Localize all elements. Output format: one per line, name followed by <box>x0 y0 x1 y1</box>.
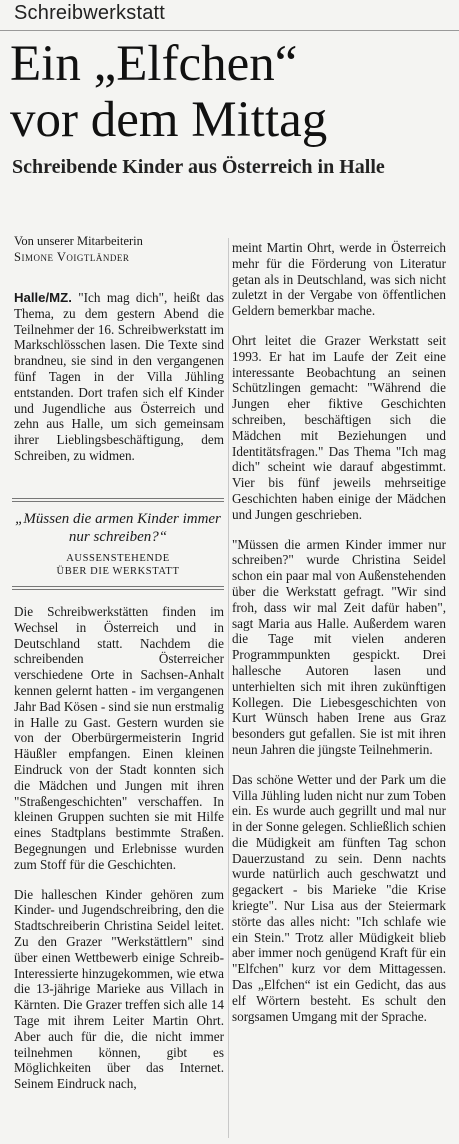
paragraph: "Müssen die armen Kinder immer nur schreiben?" wurde Christina Seidel schon ein paar mal von Außenstehenden über die Werkstatt gefragt. "Wir sind froh, dass wir mal Zeit dafür haben", sagt Maria aus Halle. Außerdem waren die Tage mit vielen anderen Programmpunkten gespickt. Drei hallesche Autoren lasen und unterhielten sich mit ihren zukünftigen Kollegen. Die Liebesgeschichten von Kurt Wünsch haben Irene aus Graz besonders gut gefallen. Sie ist mit ihren neun Jahren die jüngste Teilnehmerin. <box>232 536 446 757</box>
pull-quote-source <box>12 552 224 578</box>
rubric-divider <box>0 30 459 31</box>
headline <box>10 36 456 148</box>
pull-quote-source-line-2: ÜBER DIE WERKSTATT <box>56 566 180 577</box>
column-divider <box>228 238 229 1138</box>
lead-text: "Ich mag dich", heißt das Thema, zu dem gestern Abend die Teilnehmer der 16. Schreibwerkstatt im Markschlösschen lasen. Die Texte sind brandneu, sie sind in den vergangenen fünf Tagen in der Villa Jühling entstanden. Dort trafen sich elf Kinder und Jugendliche aus Österreich und zehn aus Halle, um sich gemeinsam ihrer Lieblingsbeschäftigung, dem Schreiben, zu widmen. <box>14 290 224 463</box>
dateline: Halle/MZ. <box>14 290 72 305</box>
column-2-body <box>232 240 446 1038</box>
headline-line-1: Ein „Elfchen“ <box>10 36 298 92</box>
subheadline: Schreibende Kinder aus Österreich in Halle <box>12 156 385 178</box>
paragraph: meint Martin Ohrt, werde in Österreich mehr für die Förderung von Literatur getan als in Deutschland, was sich nicht zuletzt in der Vergabe von öffentlichen Geldern bemerkbar mache. <box>232 240 446 319</box>
byline <box>14 233 224 265</box>
pull-quote-text: „Müssen die armen Kinder immer nur schreiben?“ <box>15 511 221 545</box>
pull-quote-bottom-rule <box>12 586 224 590</box>
paragraph: Das schöne Wetter und der Park um die Villa Jühling luden nicht nur zum Toben ein. Es wurde auch gegrillt und mal nur in der Sonne gelegen. Schließlich schien die Müdigkeit am fünften Tag schon Dauerzustand zu sein. Denn nachts wurde natürlich auch geschwatzt und gegackert - bis Marieke "die Krise kriegte". Nur Lisa aus der Steiermark störte das alles nicht: "Ich schlafe wie ein Stein." Trotz aller Müdigkeit blieb aber immer noch genügend Kraft für ein "Elfchen" kurz vor dem Mittagessen. Das „Elfchen“ ist ein Gedicht, das aus elf Wörtern besteht. Es schult den sorgsamen Umgang mit der Sprache. <box>232 771 446 1024</box>
pull-quote-top-rule <box>12 498 224 502</box>
headline-line-2: vor dem Mittag <box>10 92 328 148</box>
byline-prefix: Von unserer Mitarbeiterin <box>14 234 143 248</box>
pull-quote <box>12 498 224 590</box>
paragraph: Die halleschen Kinder gehören zum Kinder- und Jugendschreibring, den die Stadtschreiberin Christina Seidel leitet. Zu den Grazer "Werkstättlern" sind über einen Wettbewerb einige Schreib-Interessierte hinzugekommen, wie etwa die 13-jährige Marieke aus Villach in Kärnten. Die Grazer treffen sich alle 14 Tage mit ihrem Leiter Martin Ohrt. Aber auch für die, die nicht immer teilnehmen können, gibt es Möglichkeiten über das Internet. Seinem Eindruck nach, <box>14 886 224 1092</box>
paragraph: Ohrt leitet die Grazer Werkstatt seit 1993. Er hat im Laufe der Zeit eine interessante Beobachtung an seinen Schützlingen gemacht: "Während die Jungen eher fiktive Geschichten schreiben, beschäftigen sich die Mädchen mit Beziehungen und Identitätsfragen." Das Thema "Ich mag dich" scheint wie darauf abgestimmt. Vier bis fünf jeweils mehrseitige Geschichten haben einige der Mädchen und Jungen geschrieben. <box>232 332 446 522</box>
column-1-body <box>14 604 224 1106</box>
section-rubric: Schreibwerkstatt <box>14 2 166 24</box>
paragraph: Die Schreibwerkstätten finden im Wechsel in Österreich und in Deutschland statt. Nachdem die schreibenden Österreicher verschiedene Orte in Sachsen-Anhalt kennen gelernt hatten - im vergangenen Jahr Bad Kösen - sind sie nun erstmalig in Halle zu Gast. Gestern wurden sie von der Oberbürgermeisterin Ingrid Häußler empfangen. Einen kleinen Eindruck von der Stadt konnten sich die Mädchen und Jungen mit ihren "Straßengeschichten" verschaffen. In kleinen Gruppen suchten sie mit Hilfe eines Stadtplans bestimmte Straßen. Begegnungen und Erlebnisse wurden zum Stoff für die Geschichten. <box>14 604 224 872</box>
pull-quote-source-line-1: AUSSENSTEHENDE <box>66 553 170 564</box>
byline-author: Simone Voigtländer <box>14 250 130 264</box>
lead-paragraph <box>14 290 224 464</box>
